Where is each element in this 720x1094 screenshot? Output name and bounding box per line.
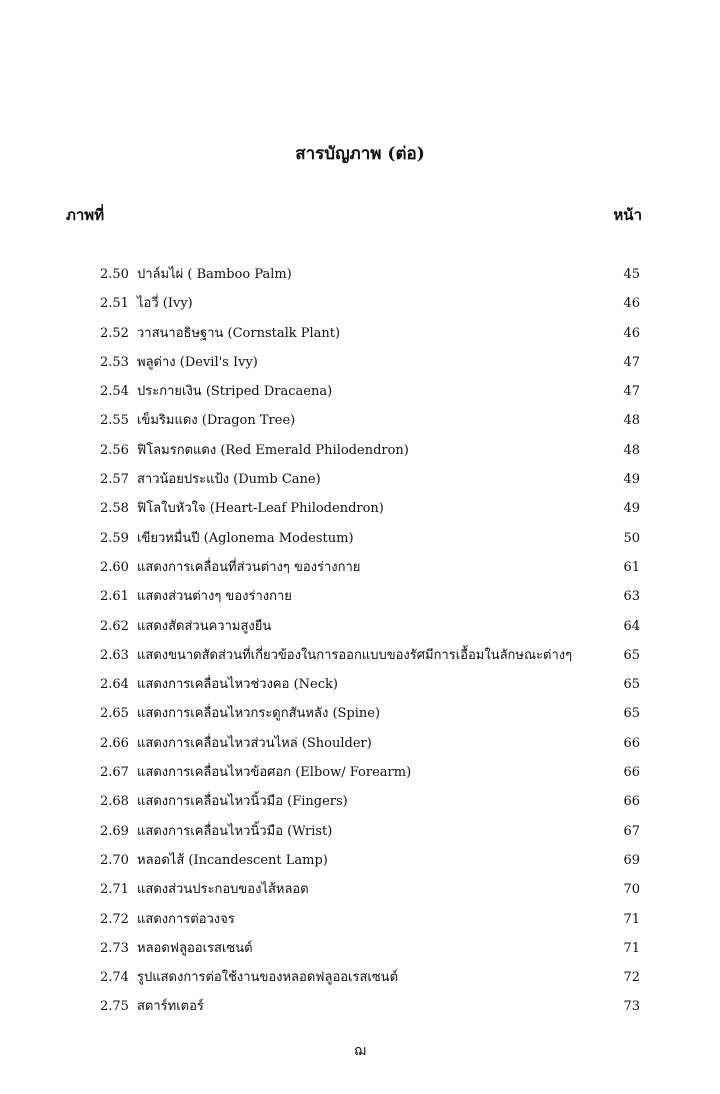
list-item: [0, 758, 720, 787]
figure-page-number: 71: [623, 911, 640, 927]
page-column-header: หน้า: [613, 206, 642, 224]
figure-caption: ประกายเงิน (Striped Dracaena): [137, 384, 333, 400]
list-item: [0, 846, 720, 875]
list-item: [0, 289, 720, 318]
list-item: [0, 494, 720, 523]
list-item: [0, 817, 720, 846]
figure-caption: เข็มริมแดง (Dragon Tree): [137, 413, 296, 429]
list-item: [0, 641, 720, 670]
figure-caption: แสดงการเคลื่อนไหวช่วงคอ (Neck): [137, 677, 338, 693]
list-item: [0, 524, 720, 553]
figure-page-number: 49: [623, 472, 640, 488]
list-item: [0, 406, 720, 435]
figure-caption: หลอดไส้ (Incandescent Lamp): [137, 852, 328, 868]
list-item: [0, 787, 720, 816]
list-item: [0, 963, 720, 992]
figure-page-number: 71: [623, 940, 640, 956]
figure-number: 2.70: [100, 852, 129, 868]
figure-number: 2.69: [100, 823, 129, 839]
list-item: [0, 465, 720, 494]
list-item: [0, 992, 720, 1021]
list-item: [0, 377, 720, 406]
figure-caption: วาสนาอธิษฐาน (Cornstalk Plant): [137, 325, 341, 341]
list-item: [0, 260, 720, 289]
list-item: [0, 699, 720, 728]
figure-caption: ฟิโลมรกตแดง (Red Emerald Philodendron): [137, 442, 409, 458]
figure-page-number: 66: [623, 794, 640, 810]
list-item: [0, 348, 720, 377]
figure-number: 2.58: [100, 501, 129, 517]
figure-caption: แสดงส่วนต่างๆ ของร่างกาย: [137, 589, 292, 605]
figure-caption: หลอดฟลูออเรสเซนต์: [137, 940, 253, 956]
figure-caption: ปาล์มไผ่ ( Bamboo Palm): [137, 267, 292, 282]
figure-caption: แสดงการเคลื่อนที่ส่วนต่างๆ ของร่างกาย: [137, 559, 361, 575]
figure-caption: แสดงสัดส่วนความสูงยืน: [137, 618, 272, 634]
figure-caption: รูปแสดงการต่อใช้งานของหลอดฟลูออเรสเซนต์: [137, 970, 399, 986]
figure-number: 2.71: [100, 882, 129, 898]
figure-page-number: 45: [623, 267, 640, 282]
figure-number: 2.66: [100, 735, 129, 751]
figure-page-number: 50: [623, 530, 640, 546]
figure-page-number: 47: [623, 354, 640, 370]
figure-caption: พลูด่าง (Devil's Ivy): [137, 354, 258, 370]
figure-caption: แสดงการเคลื่อนไหวข้อศอก (Elbow/ Forearm): [137, 765, 412, 781]
figure-number: 2.55: [100, 413, 129, 429]
figure-number: 2.61: [100, 589, 129, 605]
figure-number: 2.57: [100, 472, 129, 488]
list-item: [0, 905, 720, 934]
figure-page-number: 69: [623, 852, 640, 868]
figure-number: 2.56: [100, 442, 129, 458]
list-item: [0, 319, 720, 348]
figure-number: 2.63: [100, 647, 129, 663]
figure-caption: แสดงการเคลื่อนไหวนิ้วมือ (Wrist): [137, 823, 333, 839]
figure-number: 2.59: [100, 530, 129, 546]
figure-caption: แสดงส่วนประกอบของไส้หลอด: [137, 882, 309, 898]
list-item: [0, 875, 720, 904]
figure-number: 2.64: [100, 677, 129, 693]
page-number: ฌ: [354, 1043, 366, 1059]
figure-number: 2.72: [100, 911, 129, 927]
figure-page-number: 73: [623, 999, 640, 1015]
figure-caption: แสดงขนาดสัดส่วนที่เกี่ยวข้องในการออกแบบของรัศมีการเอื้อมในลักษณะต่างๆ: [137, 647, 573, 663]
figure-caption: เขียวหมื่นปี (Aglonema Modestum): [137, 530, 354, 546]
figure-number: 2.74: [100, 970, 129, 986]
figure-number: 2.60: [100, 559, 129, 575]
figure-number: 2.75: [100, 999, 129, 1015]
figure-number: 2.50: [100, 267, 129, 282]
figure-page-number: 66: [623, 735, 640, 751]
figure-page-number: 63: [623, 589, 640, 605]
figure-caption: ไอวี่ (Ivy): [137, 296, 193, 312]
figure-number: 2.67: [100, 765, 129, 781]
figure-caption: สตาร์ทเตอร์: [137, 999, 204, 1015]
figure-number: 2.73: [100, 940, 129, 956]
figure-page-number: 65: [623, 706, 640, 722]
figure-page-number: 66: [623, 765, 640, 781]
figure-page-number: 72: [623, 970, 640, 986]
figure-page-number: 65: [623, 647, 640, 663]
figure-number: 2.53: [100, 354, 129, 370]
figure-page-number: 67: [623, 823, 640, 839]
figure-caption: แสดงการเคลื่อนไหวนิ้วมือ (Fingers): [137, 794, 348, 810]
figure-page-number: 49: [623, 501, 640, 517]
list-item: [0, 553, 720, 582]
figure-page-number: 64: [623, 618, 640, 634]
figure-caption: แสดงการต่อวงจร: [137, 911, 235, 927]
figure-caption: สาวน้อยประแป้ง (Dumb Cane): [137, 472, 321, 488]
figure-number: 2.51: [100, 296, 129, 312]
figure-number: 2.52: [100, 325, 129, 341]
page-title: สารบัญภาพ (ต่อ): [295, 144, 425, 164]
figure-number: 2.65: [100, 706, 129, 722]
figure-list: [0, 260, 720, 1022]
figure-page-number: 65: [623, 677, 640, 693]
figure-page-number: 70: [623, 882, 640, 898]
list-item: [0, 934, 720, 963]
list-item: [0, 582, 720, 611]
figure-page-number: 61: [623, 559, 640, 575]
figure-page-number: 48: [623, 442, 640, 458]
list-item: [0, 670, 720, 699]
figure-number: 2.54: [100, 384, 129, 400]
figure-number: 2.62: [100, 618, 129, 634]
figure-column-header: ภาพที่: [66, 206, 105, 224]
figure-number: 2.68: [100, 794, 129, 810]
figure-page-number: 48: [623, 413, 640, 429]
figure-page-number: 46: [623, 325, 640, 341]
figure-page-number: 46: [623, 296, 640, 312]
list-item: [0, 729, 720, 758]
figure-caption: ฟิโลใบหัวใจ (Heart-Leaf Philodendron): [137, 501, 384, 517]
list-item: [0, 436, 720, 465]
figure-caption: แสดงการเคลื่อนไหวส่วนไหล่ (Shoulder): [137, 735, 372, 751]
figure-caption: แสดงการเคลื่อนไหวกระดูกสันหลัง (Spine): [137, 706, 381, 722]
figure-page-number: 47: [623, 384, 640, 400]
list-item: [0, 612, 720, 641]
